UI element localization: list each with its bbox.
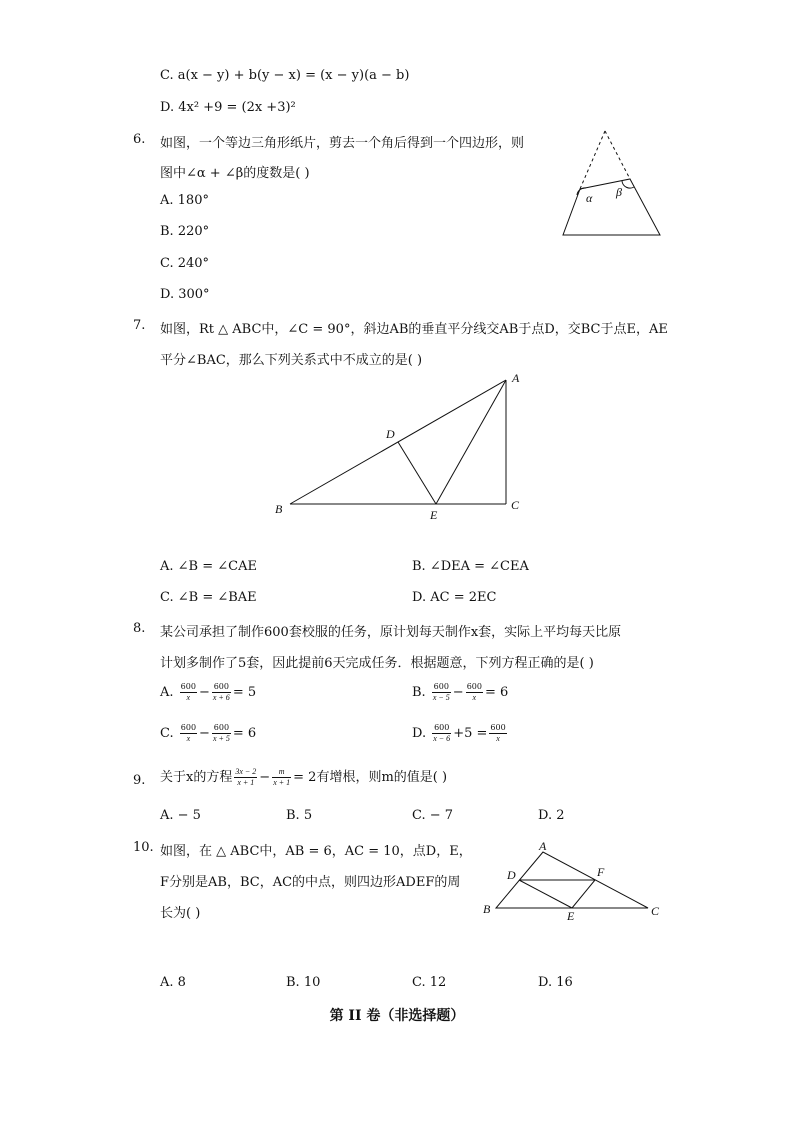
- q6-option-c: C. 240°: [160, 256, 210, 271]
- q10-option-a: A. 8: [160, 975, 186, 990]
- q7-label-b: B: [275, 502, 283, 516]
- q7-segment-ae: [436, 380, 506, 504]
- q7-option-a: A. ∠B = ∠CAE: [160, 559, 257, 574]
- q10-option-b: B. 10: [286, 975, 321, 990]
- q7-number: 7.: [133, 318, 146, 333]
- q10-option-d: D. 16: [538, 975, 573, 990]
- q6-label-beta: β: [616, 185, 622, 199]
- q10-stem-line3: 长为( ): [160, 906, 201, 921]
- q9-option-a: A. − 5: [160, 808, 201, 823]
- q6-quadrilateral: [563, 179, 660, 235]
- q8-stem-line2: 计划多制作了5套，因此提前6天完成任务．根据题意，下列方程正确的是( ): [160, 656, 594, 671]
- q7-triangle-figure: [270, 368, 530, 528]
- q8-option-b: B. $\frac{600}{x - 5}$ − $\frac{600}{x}$ = 6: [412, 682, 509, 702]
- q7-stem-line2: 平分∠BAC，那么下列关系式中不成立的是( ): [160, 353, 423, 368]
- q10-segment-ef: [572, 880, 595, 908]
- q6-option-d: D. 300°: [160, 287, 210, 302]
- section-title: 第 II 卷（非选择题）: [329, 1008, 465, 1024]
- q10-number: 10.: [133, 840, 154, 855]
- q6-option-a: A. 180°: [160, 193, 209, 208]
- q10-triangle-figure: [478, 836, 668, 926]
- q7-label-c: C: [511, 498, 520, 512]
- q8-option-c: C. $\frac{600}{x}$ − $\frac{600}{x + 5}$ = 6: [160, 723, 257, 743]
- q7-label-d: D: [386, 427, 395, 441]
- q6-stem-line1: 如图，一个等边三角形纸片，剪去一个角后得到一个四边形，则: [160, 136, 525, 151]
- q7-stem-line1: 如图，Rt △ ABC中，∠C = 90°，斜边AB的垂直平分线交AB于点D，交BC于点E，AE: [160, 322, 668, 337]
- q10-segment-de: [519, 880, 572, 908]
- q10-label-a: A: [539, 839, 547, 853]
- q9-option-d: D. 2: [538, 808, 565, 823]
- q5-option-d: D. 4x² +9 = (2x +3)²: [160, 100, 296, 115]
- q10-label-b: B: [483, 902, 491, 916]
- q9-number: 9.: [133, 773, 146, 788]
- q9-option-c: C. − 7: [412, 808, 454, 823]
- q10-label-e: E: [567, 909, 575, 923]
- q10-stem-line1: 如图，在 △ ABC中，AB = 6，AC = 10，点D，E，: [160, 844, 472, 859]
- q7-option-b: B. ∠DEA = ∠CEA: [412, 559, 529, 574]
- q7-segment-de: [398, 442, 436, 504]
- q10-label-f: F: [597, 865, 605, 879]
- q9-stem: 关于x的方程 $\frac{3x - 2}{x + 1}$ − $\frac{m}{x + 1}$ = 2有增根，则m的值是( ): [160, 767, 448, 787]
- q10-stem-line2: F分别是AB，BC，AC的中点，则四边形ADEF的周: [160, 875, 461, 890]
- q10-label-d: D: [507, 868, 516, 882]
- q7-label-a: A: [512, 371, 520, 385]
- q7-option-d: D. AC = 2EC: [412, 590, 497, 605]
- q10-option-c: C. 12: [412, 975, 447, 990]
- q8-number: 8.: [133, 621, 146, 636]
- q10-label-c: C: [651, 904, 660, 918]
- q6-cut-dashed-left: [580, 131, 605, 189]
- q6-triangle-figure: [555, 125, 670, 245]
- q7-label-e: E: [430, 508, 438, 522]
- q6-cut-dashed-right: [605, 131, 630, 179]
- q5-option-c: C. a(x − y) + b(y − x) = (x − y)(a − b): [160, 68, 410, 83]
- q6-option-b: B. 220°: [160, 224, 210, 239]
- q8-option-a: A. $\frac{600}{x}$ − $\frac{600}{x + 6}$ = 5: [160, 682, 257, 702]
- q6-number: 6.: [133, 132, 146, 147]
- q6-label-alpha: α: [586, 191, 593, 205]
- q9-option-b: B. 5: [286, 808, 313, 823]
- q7-option-c: C. ∠B = ∠BAE: [160, 590, 257, 605]
- q8-option-d: D. $\frac{600}{x - 6}$ +5 = $\frac{600}{x}$: [412, 723, 506, 743]
- q8-stem-line1: 某公司承担了制作600套校服的任务，原计划每天制作x套，实际上平均每天比原: [160, 625, 622, 640]
- q6-stem-line2: 图中∠α + ∠β的度数是( ): [160, 166, 310, 181]
